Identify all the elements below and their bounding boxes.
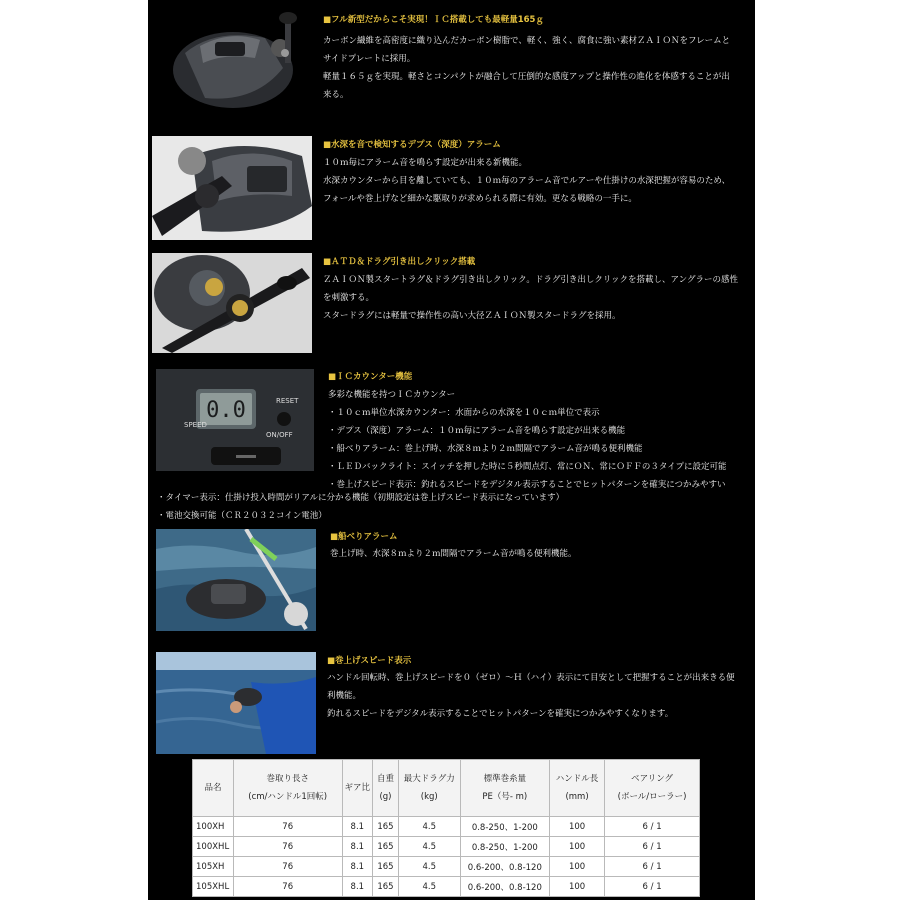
header-label: 最大ドラグ力	[403, 774, 455, 784]
table-cell: 100	[549, 837, 604, 857]
body-line: 水深カウンターから目を離していても、１０ｍ毎のアラーム音でルアーや仕掛けの水深把握が容易のため、	[323, 176, 731, 186]
body-line: 釣れるスピードをデジタル表示することでヒットパターンを確実につかみやすくなります。	[327, 709, 674, 719]
header-label: 標準巻糸量	[483, 774, 527, 784]
header-sub: PE（号- m)	[482, 792, 528, 802]
body-line: ・１０ｃｍ単位水深カウンター：水面からの水深を１０ｃｍ単位で表示	[328, 408, 600, 418]
body-line: 来る。	[323, 90, 349, 100]
header-sub: (mm)	[565, 792, 589, 802]
table-row	[193, 857, 700, 877]
body-line: を刺激する。	[323, 293, 375, 303]
section-atd	[323, 256, 738, 325]
table-row	[193, 877, 700, 897]
speed-photo	[156, 652, 316, 754]
table-cell: 100	[549, 857, 604, 877]
body-line: ・電池交換可能（ＣＲ２０３２コイン電池）	[157, 511, 327, 521]
header-sub: (ボール/ローラー)	[617, 792, 687, 802]
funabe-photo	[156, 529, 316, 631]
body-line: 軽量１６５ｇを実現。軽さとコンパクトが融合して圧倒的な感度アップと操作性の進化を体感することが出	[323, 72, 730, 82]
header-label: ハンドル長	[555, 774, 599, 784]
table-cell: 76	[233, 817, 342, 837]
body-line: 多彩な機能を持つＩＣカウンター	[328, 390, 456, 400]
section-ic-counter	[328, 371, 727, 494]
body-line: サイドプレートに採用。	[323, 54, 416, 64]
table-cell: 76	[233, 877, 342, 897]
table-cell: 100	[549, 817, 604, 837]
header-cell	[233, 760, 342, 817]
header-cell	[460, 760, 549, 817]
section-heading: ■巻上げスピード表示	[327, 656, 412, 666]
table-cell: 0.8-250、1-200	[460, 837, 549, 857]
header-label: 自重	[376, 774, 394, 784]
section-fullmodel	[323, 14, 730, 104]
section-ic-counter-extra	[157, 489, 564, 525]
table-cell: 165	[373, 837, 399, 857]
body-line: １０ｍ毎にアラーム音を鳴らす設定が出来る新機能。	[323, 158, 528, 168]
section-heading: ■フル新型だからこそ実現！ＩＣ搭載しても最軽量165ｇ	[323, 15, 544, 25]
table-cell: 8.1	[342, 817, 373, 837]
body-line: ・巻上げスピード表示：釣れるスピードをデジタル表示することでヒットパターンを確実につかみやすい	[328, 480, 726, 490]
table-cell: 0.6-200、0.8-120	[460, 877, 549, 897]
header-sub: (cm/ハンドル1回転)	[248, 792, 328, 802]
table-cell: 6 / 1	[605, 857, 700, 877]
counter-reading: 0.0	[206, 398, 246, 423]
body-line: フォールや巻上げなど細かな駆取りが求められる際に有効。更なる戦略の一手に。	[323, 194, 637, 204]
table-row	[193, 817, 700, 837]
header-sub: (g)	[379, 792, 392, 802]
table-cell: 76	[233, 837, 342, 857]
table-cell: 100XH	[193, 817, 234, 837]
header-cell	[373, 760, 399, 817]
body-line: 巻上げ時、水深８ｍより２ｍ間隔でアラーム音が鳴る便利機能。	[330, 549, 577, 559]
speed-label: SPEED	[184, 421, 207, 429]
table-cell: 105XH	[193, 857, 234, 877]
body-line: スタードラグには軽量で操作性の高い大径ＺＡＩＯＮ製スタードラグを採用。	[323, 311, 621, 321]
table-cell: 0.8-250、1-200	[460, 817, 549, 837]
table-cell: 6 / 1	[605, 877, 700, 897]
table-cell: 105XHL	[193, 877, 234, 897]
table-cell: 6 / 1	[605, 837, 700, 857]
body-line: ハンドル回転時、巻上げスピードを０（ゼロ）～Ｈ（ハイ）表示にて目安として把握することが出来きる便	[327, 673, 735, 683]
header-cell	[342, 760, 373, 817]
header-cell	[605, 760, 700, 817]
header-cell	[398, 760, 460, 817]
table-cell: 4.5	[398, 857, 460, 877]
section-funabe-alarm	[330, 531, 577, 563]
ic-counter-photo	[156, 369, 314, 471]
body-line: ・ＬＥＤバックライト：スイッチを押した時に５秒間点灯、常にＯＮ、常にＯＦＦの３タイプに設定可能	[328, 462, 727, 472]
section-speed-display	[327, 655, 735, 723]
table-cell: 4.5	[398, 837, 460, 857]
header-label: 品名	[204, 783, 222, 793]
spec-table	[192, 759, 700, 897]
table-cell: 100	[549, 877, 604, 897]
table-header-row	[193, 760, 700, 817]
reset-label: RESET	[276, 397, 299, 405]
section-depth-alarm	[323, 139, 730, 208]
table-row	[193, 837, 700, 857]
table-cell: 4.5	[398, 877, 460, 897]
table-cell: 165	[373, 857, 399, 877]
body-line: ・タイマー表示：仕掛け投入時間がリアルに分かる機能（初期設定は巻上げスピード表示になっています）	[157, 493, 565, 503]
table-cell: 100XHL	[193, 837, 234, 857]
table-cell: 8.1	[342, 857, 373, 877]
table-cell: 4.5	[398, 817, 460, 837]
body-line: 利機能。	[327, 691, 362, 701]
reel-photo-top	[155, 8, 315, 120]
header-cell	[193, 760, 234, 817]
section-heading: ■ＡＴＤ＆ドラグ引き出しクリック搭載	[323, 257, 476, 267]
reel-photo-drag	[152, 253, 312, 353]
section-heading: ■ＩＣカウンター機能	[328, 372, 413, 382]
spec-table-wrap	[192, 759, 700, 897]
reel-photo-depth	[152, 136, 312, 240]
table-cell: 165	[373, 877, 399, 897]
table-cell: 8.1	[342, 837, 373, 857]
header-label: 巻取り長さ	[266, 774, 309, 784]
body-line: カーボン繊維を高密度に織り込んだカーボン樹脂で、軽く、強く、腐食に強い素材ＺＡＩＯＮをフレームと	[323, 36, 731, 46]
body-line: ・デプス（深度）アラーム：１０ｍ毎にアラーム音を鳴らす設定が出来る機能	[328, 426, 626, 436]
section-heading: ■船べりアラーム	[330, 532, 398, 542]
table-cell: 8.1	[342, 877, 373, 897]
header-label: ギア比	[344, 783, 371, 793]
header-sub: (kg)	[420, 792, 438, 802]
section-heading: ■水深を音で検知するデプス（深度）アラーム	[323, 140, 501, 150]
table-cell: 0.6-200、0.8-120	[460, 857, 549, 877]
table-cell: 6 / 1	[605, 817, 700, 837]
body-line: ＺＡＩＯＮ製スタートラグ＆ドラグ引き出しクリック。ドラグ引き出しクリックを搭載し、アングラーの感性	[323, 275, 738, 285]
onoff-label: ON/OFF	[266, 431, 293, 439]
table-cell: 76	[233, 857, 342, 877]
body-line: ・船べりアラーム：巻上げ時、水深８ｍより２ｍ間隔でアラーム音が鳴る便利機能	[328, 444, 643, 454]
table-cell: 165	[373, 817, 399, 837]
header-label: ベアリング	[631, 774, 674, 784]
header-cell	[549, 760, 604, 817]
